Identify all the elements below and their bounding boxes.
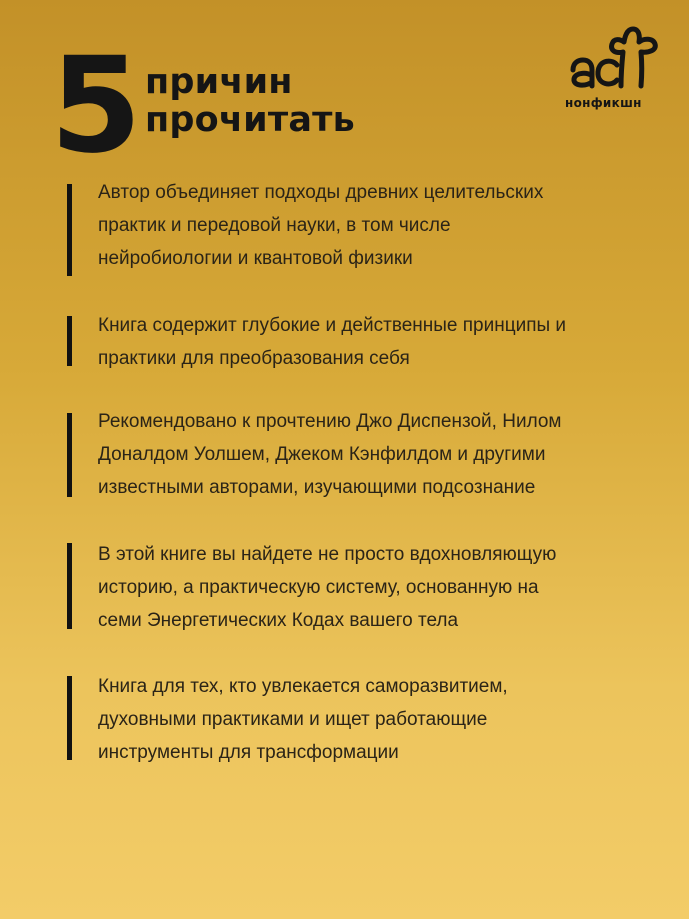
headline [145,64,355,140]
reason-line: инструменты для трансформации [98,742,399,763]
reason-line: Книга для тех, кто увлекается саморазвитием, [98,676,508,697]
reason-item-5 [67,670,657,769]
reason-line: духовными практиками и ищет работающие [98,709,488,730]
reason-item-2 [67,309,657,375]
reason-text [98,538,657,637]
reason-line: В этой книге вы найдете не просто вдохновляющую [98,544,557,565]
logo-subtitle: нонфикшн [565,96,642,110]
reason-line: Рекомендовано к прочтению Джо Диспензой, Нилом [98,411,562,432]
reason-line: историю, а практическую систему, основанную на [98,577,539,598]
reason-line: семи Энергетических Кодах вашего тела [98,610,459,631]
reason-line: Автор объединяет подходы древних целительских [98,182,544,203]
reason-line: известными авторами, изучающими подсознание [98,477,536,498]
ast-logo-icon [565,26,663,96]
reason-item-1 [67,176,657,276]
reason-line: Книга содержит глубокие и действенные принципы и [98,315,567,336]
reason-text [98,309,657,375]
reason-item-4 [67,538,657,637]
reason-line: Доналдом Уолшем, Джеком Кэнфилдом и другими [98,444,546,465]
reason-text [98,670,657,769]
reason-bar [67,413,72,497]
big-number-five: 5 [50,29,140,183]
reason-bar [67,184,72,276]
reason-bar [67,676,72,760]
reason-line: практик и передовой науки, в том числе [98,215,451,236]
headline-line-2: прочитать [145,99,355,140]
headline-line-1: причин [145,62,293,102]
reason-bar [67,543,72,629]
reason-bar [67,316,72,366]
reason-item-3 [67,405,657,504]
reason-line: практики для преобразования себя [98,348,410,369]
reason-text [98,176,657,276]
publisher-logo [565,26,663,116]
reason-text [98,405,657,504]
reason-line: нейробиологии и квантовой физики [98,248,413,269]
